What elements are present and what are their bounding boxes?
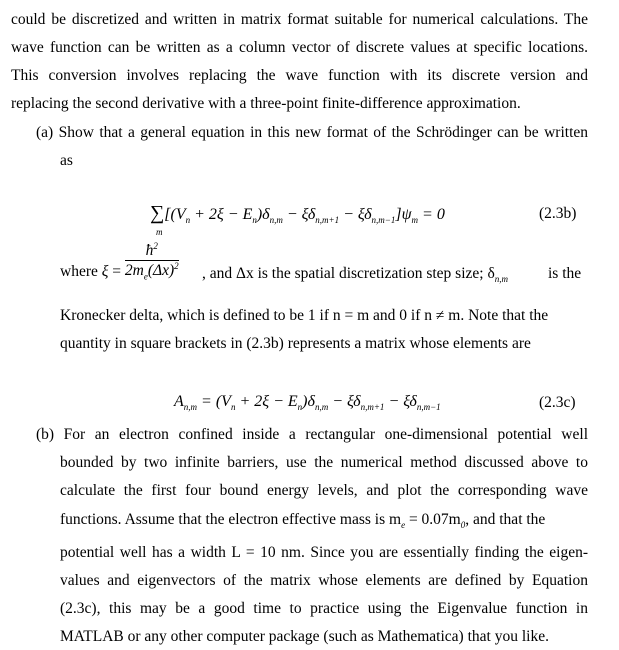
where-clause-rest: , and Δx is the spatial discretization step size; $\delta_{n,m}$ — [202, 265, 509, 285]
equation-2-3c: $A_{n,m} = (V_n + 2\xi - E_n)\delta_{n,m} - \xi\delta_{n,m+1} - \xi\delta_{n,m-1}$ — [174, 393, 441, 413]
intro-line-2: wave function can be written as a column vector of discrete values at specific locations. — [11, 39, 588, 56]
intro-line-1: could be discretized and written in matrix format suitable for numerical calculations. The — [11, 11, 588, 28]
part-b-line-8: MATLAB or any other computer package (such as Mathematica) that you like. — [60, 628, 549, 645]
equation-number-2-3c: (2.3c) — [539, 394, 576, 411]
intro-line-4: replacing the second derivative with a three-point finite-difference approximation. — [11, 95, 521, 112]
part-b-line-1: (b) For an electron confined inside a rectangular one-dimensional potential well — [36, 426, 588, 443]
equation-2-3b: $\sum[(V_n + 2\xi - E_n)\delta_{n,m} - \xi\delta_{n,m+1} - \xi\delta_{n,m-1}]\psi_m = 0$ — [150, 202, 445, 226]
part-a-line-1: (a) Show that a general equation in this new format of the Schrödinger can be written — [36, 124, 588, 141]
part-b-line-4: functions. Assume that the electron effective mass is $m_e = 0.07m_0$, and that the — [60, 511, 546, 531]
where-clause-tail: is the — [548, 265, 582, 282]
quantity-line: quantity in square brackets in (2.3b) represents a matrix whose elements are — [60, 335, 531, 352]
sum-index: m — [156, 227, 163, 237]
intro-line-3: This conversion involves replacing the wave function with its discrete version and — [11, 67, 588, 84]
kronecker-line: Kronecker delta, which is defined to be 1 if n = m and 0 if n ≠ m. Note that the — [60, 307, 549, 324]
equation-number-2-3b: (2.3b) — [539, 205, 577, 222]
part-b-line-6: values and eigenvectors of the matrix whose elements are defined by Equation — [60, 572, 588, 589]
where-clause: where ξ = $\frac{ħ^2}{2m_e(\Delta x)^2}$ — [60, 241, 179, 281]
part-b-line-2: bounded by two infinite barriers, use the numerical method discussed above to — [60, 454, 588, 471]
part-b-line-5: potential well has a width L = 10 nm. Since you are essentially finding the eigen- — [60, 544, 588, 561]
part-b-line-7: (2.3c), this may be a good time to practice using the Eigenvalue function in — [60, 600, 588, 617]
part-a-line-2: as — [60, 152, 73, 169]
part-b-line-3: calculate the first four bound energy levels, and plot the corresponding wave — [60, 482, 588, 499]
